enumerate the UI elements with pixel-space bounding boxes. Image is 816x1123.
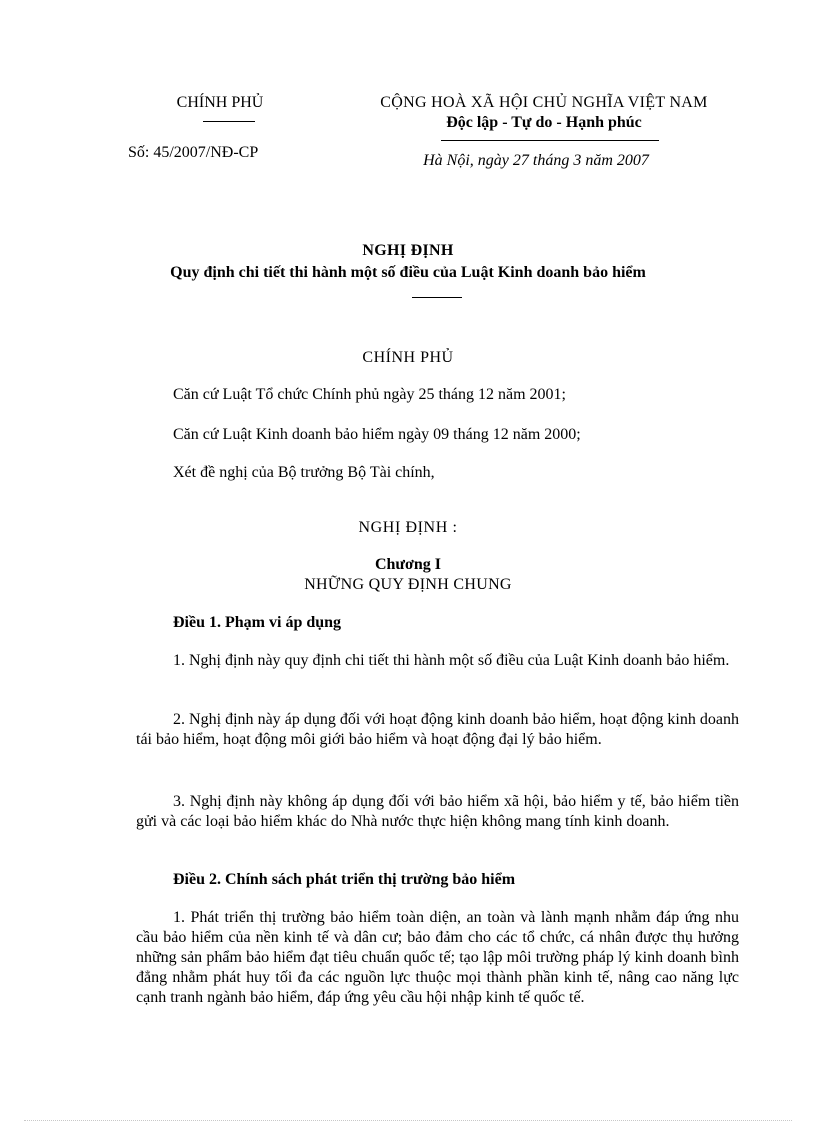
legal-basis-1: Căn cứ Luật Tổ chức Chính phủ ngày 25 tháng 12 năm 2001; <box>173 386 566 403</box>
document-subject: Quy định chi tiết thi hành một số điều của Luật Kinh doanh bảo hiểm <box>170 264 646 281</box>
article-1-paragraph-3: 3. Nghị định này không áp dụng đối với bảo hiểm xã hội, bảo hiểm y tế, bảo hiểm tiền gửi và các loại bảo hiểm khác do Nhà nước thực hiện không mang tính kinh doanh. <box>136 793 739 830</box>
article-1-paragraph-2: 2. Nghị định này áp dụng đối với hoạt động kinh doanh bảo hiểm, hoạt động kinh doanh tái bảo hiểm, hoạt động môi giới bảo hiểm và hoạt động đại lý bảo hiểm. <box>136 711 739 748</box>
national-motto: Độc lập - Tự do - Hạnh phúc <box>446 114 642 131</box>
title-underline <box>412 297 462 298</box>
chapter-number: Chương I <box>374 556 442 573</box>
page-bottom-border <box>24 1120 792 1121</box>
issuing-agency: CHÍNH PHỦ <box>176 94 264 111</box>
legal-basis-2: Căn cứ Luật Kinh doanh bảo hiểm ngày 09 tháng 12 năm 2000; <box>173 426 581 443</box>
article-1-title: Điều 1. Phạm vi áp dụng <box>173 614 342 631</box>
document-type: NGHỊ ĐỊNH <box>362 242 454 259</box>
decides-heading: NGHỊ ĐỊNH : <box>358 519 458 536</box>
article-1-paragraph-1: 1. Nghị định này quy định chi tiết thi hành một số điều của Luật Kinh doanh bảo hiểm. <box>173 652 730 669</box>
legal-basis-3: Xét đề nghị của Bộ trưởng Bộ Tài chính, <box>173 464 435 481</box>
place-date: Hà Nội, ngày 27 tháng 3 năm 2007 <box>423 152 649 169</box>
header-right <box>338 94 750 170</box>
national-title: CỘNG HOÀ XÃ HỘI CHỦ NGHĨA VIỆT NAM <box>380 94 708 111</box>
agency-underline <box>203 121 255 122</box>
article-2-title: Điều 2. Chính sách phát triển thị trường bảo hiểm <box>173 871 516 888</box>
document-number: Số: 45/2007/NĐ-CP <box>128 144 259 161</box>
motto-underline <box>441 140 659 141</box>
chapter-name: NHỮNG QUY ĐỊNH CHUNG <box>304 576 512 593</box>
issuer-heading: CHÍNH PHỦ <box>362 349 454 366</box>
article-2-paragraph-1: 1. Phát triển thị trường bảo hiểm toàn diện, an toàn và lành mạnh nhằm đáp ứng nhu cầu bảo hiểm của nền kinh tế và dân cư; bảo đảm cho các tổ chức, cá nhân được thụ hưởng những sản phẩm bảo hiểm đạt tiêu chuẩn quốc tế; tạo lập môi trường pháp lý kinh doanh bình đẳng nhằm phát huy tối đa các nguồn lực thuộc mọi thành phần kinh tế, nâng cao năng lực cạnh tranh ngành bảo hiểm, đáp ứng yêu cầu hội nhập kinh tế quốc tế. <box>136 909 739 1006</box>
